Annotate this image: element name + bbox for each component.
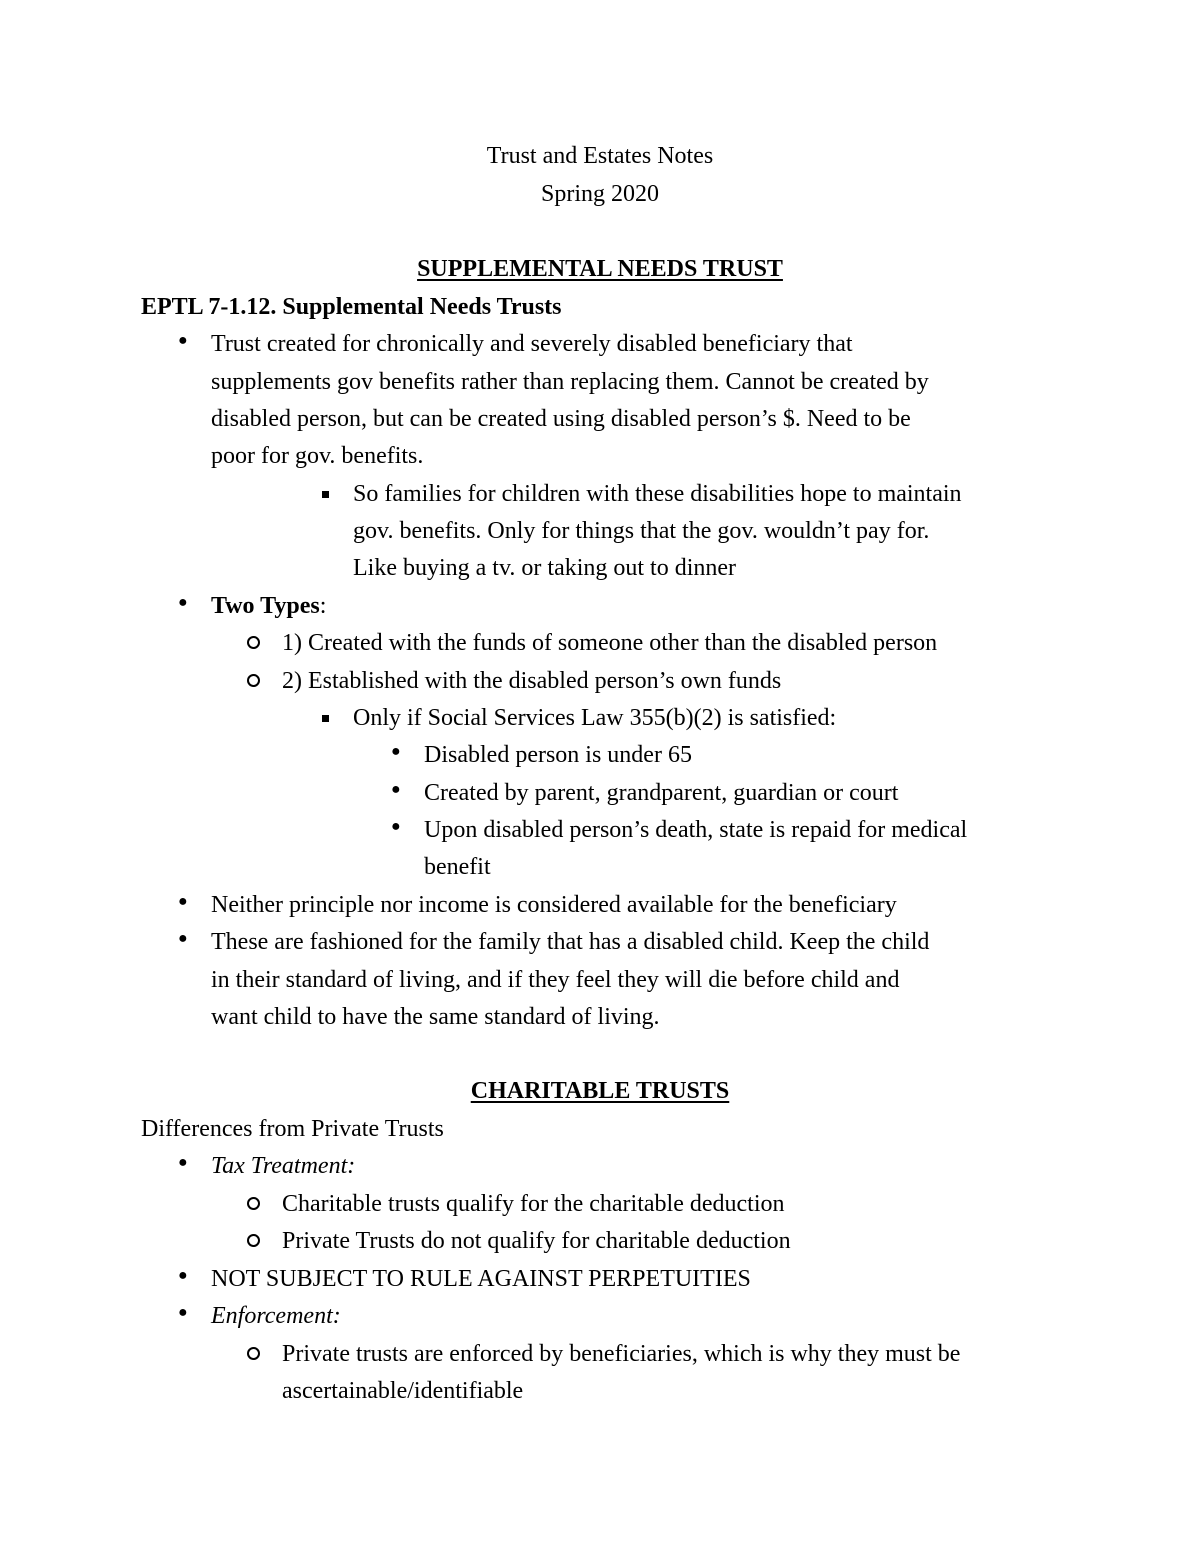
bullet-icon: ● xyxy=(178,893,188,910)
section-heading-text: CHARITABLE TRUSTS xyxy=(470,1078,730,1104)
list-item-text: supplements gov benefits rather than replacing them. Cannot be created by xyxy=(211,369,929,395)
list-item-text: disabled person, but can be created using disabled person’s $. Need to be xyxy=(211,406,911,432)
list-item-text: 2) Established with the disabled person’s own funds xyxy=(282,668,782,694)
list-item-text: Disabled person is under 65 xyxy=(424,742,692,768)
document-subtitle: Spring 2020 xyxy=(540,181,659,207)
bullet-icon: ● xyxy=(178,332,188,349)
circle-bullet-icon xyxy=(247,1186,260,1222)
statute-heading: EPTL 7-1.12. Supplemental Needs Trusts xyxy=(141,294,562,320)
document-title: Trust and Estates Notes xyxy=(486,143,714,169)
section-heading-text: SUPPLEMENTAL NEEDS TRUST xyxy=(417,256,783,282)
circle-bullet-icon xyxy=(247,1223,260,1259)
bullet-icon: ● xyxy=(391,781,401,798)
square-bullet-icon xyxy=(322,476,329,512)
two-types-label: Two Types xyxy=(211,593,320,619)
list-item-text: Upon disabled person’s death, state is repaid for medical xyxy=(424,817,968,843)
square-bullet-icon xyxy=(322,700,329,736)
section-heading-supplemental xyxy=(0,251,1200,287)
list-item-text: benefit xyxy=(424,854,491,880)
list-item-text: Charitable trusts qualify for the charitable deduction xyxy=(282,1191,785,1217)
list-item-text: Like buying a tv. or taking out to dinner xyxy=(353,555,737,581)
list-item-text: NOT SUBJECT TO RULE AGAINST PERPETUITIES xyxy=(211,1266,751,1292)
list-item-text: in their standard of living, and if they feel they will die before child and xyxy=(211,967,900,993)
list-item-text: Private Trusts do not qualify for charitable deduction xyxy=(282,1228,791,1254)
list-item-text: Trust created for chronically and severely disabled beneficiary that xyxy=(211,331,853,357)
bullet-icon: ● xyxy=(391,818,401,835)
list-item-text: Neither principle nor income is considered available for the beneficiary xyxy=(211,892,897,918)
bullet-icon: ● xyxy=(178,1154,188,1171)
list-item-text: poor for gov. benefits. xyxy=(211,443,424,469)
list-item-text: ascertainable/identifiable xyxy=(282,1378,524,1404)
circle-bullet-icon xyxy=(247,1336,260,1372)
list-item-text: 1) Created with the funds of someone other than the disabled person xyxy=(282,630,938,656)
bullet-icon: ● xyxy=(178,594,188,611)
list-item-text: Enforcement: xyxy=(211,1303,341,1329)
bullet-icon: ● xyxy=(178,930,188,947)
list-item-two-types xyxy=(211,588,326,624)
list-item-text: want child to have the same standard of living. xyxy=(211,1004,660,1030)
two-types-colon: : xyxy=(319,593,327,619)
bullet-icon: ● xyxy=(391,743,401,760)
list-item-text: These are fashioned for the family that has a disabled child. Keep the child xyxy=(211,929,930,955)
list-item-text: So families for children with these disabilities hope to maintain xyxy=(353,481,962,507)
list-item-text: Created by parent, grandparent, guardian or court xyxy=(424,780,899,806)
circle-bullet-icon xyxy=(247,625,260,661)
section-heading-charitable xyxy=(0,1073,1200,1109)
circle-bullet-icon xyxy=(247,663,260,699)
section-intro: Differences from Private Trusts xyxy=(141,1116,444,1142)
bullet-icon: ● xyxy=(178,1267,188,1284)
list-item-text: Private trusts are enforced by beneficiaries, which is why they must be xyxy=(282,1341,961,1367)
list-item-text: Only if Social Services Law 355(b)(2) is satisfied: xyxy=(353,705,837,731)
list-item-text: gov. benefits. Only for things that the gov. wouldn’t pay for. xyxy=(353,518,930,544)
bullet-icon: ● xyxy=(178,1304,188,1321)
list-item-text: Tax Treatment: xyxy=(211,1153,356,1179)
